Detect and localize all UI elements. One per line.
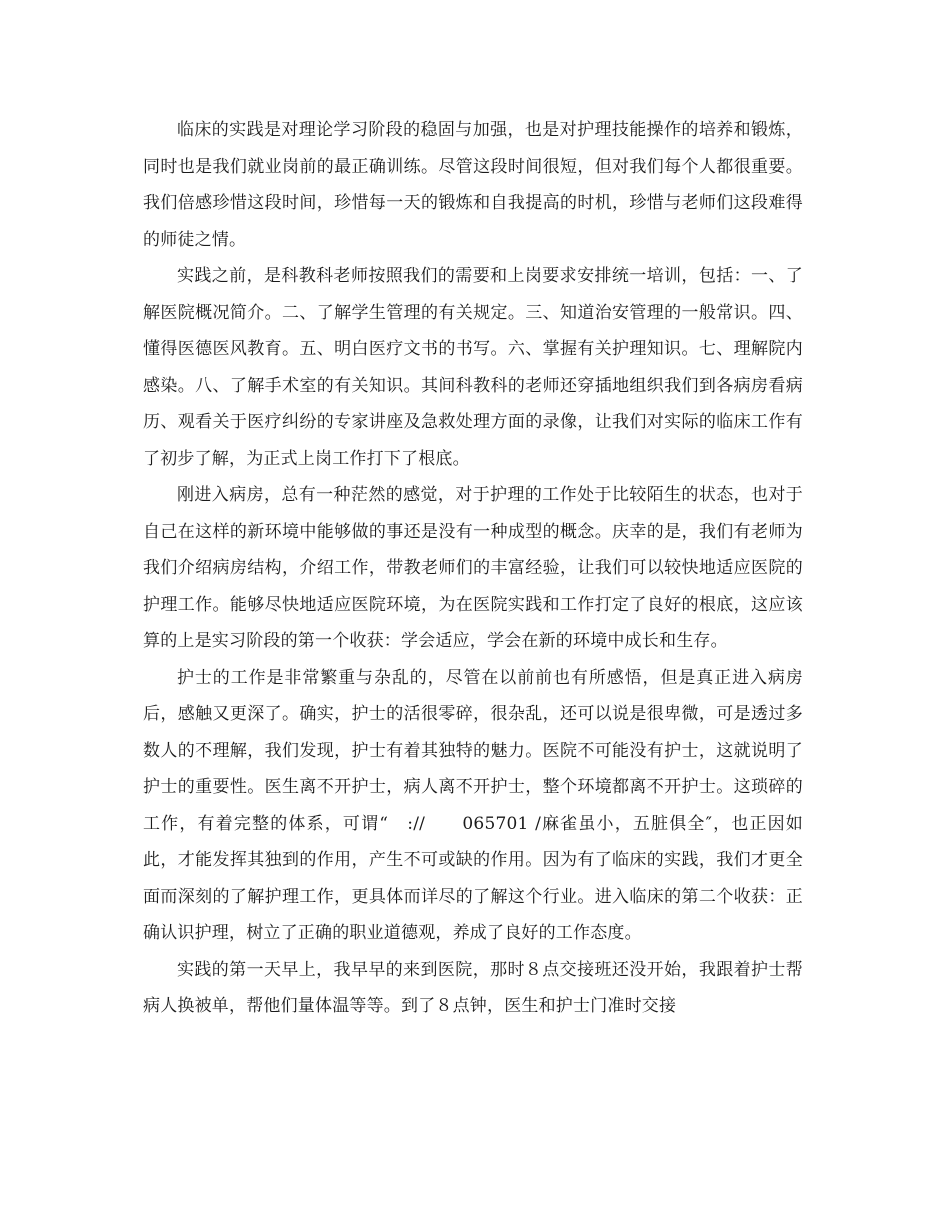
- paragraph-4: 护士的工作是非常繁重与杂乱的，尽管在以前前也有所感悟，但是真正进入病房后，感触又更深了。确实，护士的活很零碎，很杂乱，还可以说是很卑微，可是透过多数人的不理解，我们发现，护士有着其独特的魅力。医院不可能没有护士，这就说明了护士的重要性。医生离不开护士，病人离不开护士，整个环境都离不开护士。这琐碎的工作，有着完整的体系，可谓“ :// 065701 /麻雀虽小，五脏俱全″，也正因如此，才能发挥其独到的作用，产生不可或缺的作用。因为有了临床的实践，我们才更全面而深刻的了解护理工作，更具体而详尽的了解这个行业。进入临床的第二个收获：正确认识护理，树立了正确的职业道德观，养成了良好的工作态度。: [143, 667, 803, 943]
- paragraph-2: 实践之前，是科教科老师按照我们的需要和上岗要求安排统一培训，包括：一、了解医院概况简介。二、了解学生管理的有关规定。三、知道治安管理的一般常识。四、懂得医德医风教育。五、明白医疗文书的书写。六、掌握有关护理知识。七、理解院内感染。八、了解手术室的有关知识。其间科教科的老师还穿插地组织我们到各病房看病历、观看关于医疗纠纷的专家讲座及急救处理方面的录像，让我们对实际的临床工作有了初步了解，为正式上岗工作打下了根底。: [143, 266, 803, 469]
- paragraph-1: 临床的实践是对理论学习阶段的稳固与加强，也是对护理技能操作的培养和锻炼，同时也是我们就业岗前的最正确训练。尽管这段时间很短，但对我们每个人都很重要。我们倍感珍惜这段时间，珍惜每一天的锻炼和自我提高的时机，珍惜与老师们这段难得的师徒之情。: [143, 120, 803, 250]
- paragraph-3: 刚进入病房，总有一种茫然的感觉，对于护理的工作处于比较陌生的状态，也对于自己在这样的新环境中能够做的事还是没有一种成型的概念。庆幸的是，我们有老师为我们介绍病房结构，介绍工作，带教老师们的丰富经验，让我们可以较快地适应医院的护理工作。能够尽快地适应医院环境，为在医院实践和工作打定了良好的根底，这应该算的上是实习阶段的第一个收获：学会适应，学会在新的环境中成长和生存。: [143, 485, 803, 651]
- document-body: [143, 112, 803, 1025]
- paragraph-5: 实践的第一天早上，我早早的来到医院，那时８点交接班还没开始，我跟着护士帮病人换被单，帮他们量体温等等。到了８点钟，医生和护士门准时交接: [143, 959, 803, 1016]
